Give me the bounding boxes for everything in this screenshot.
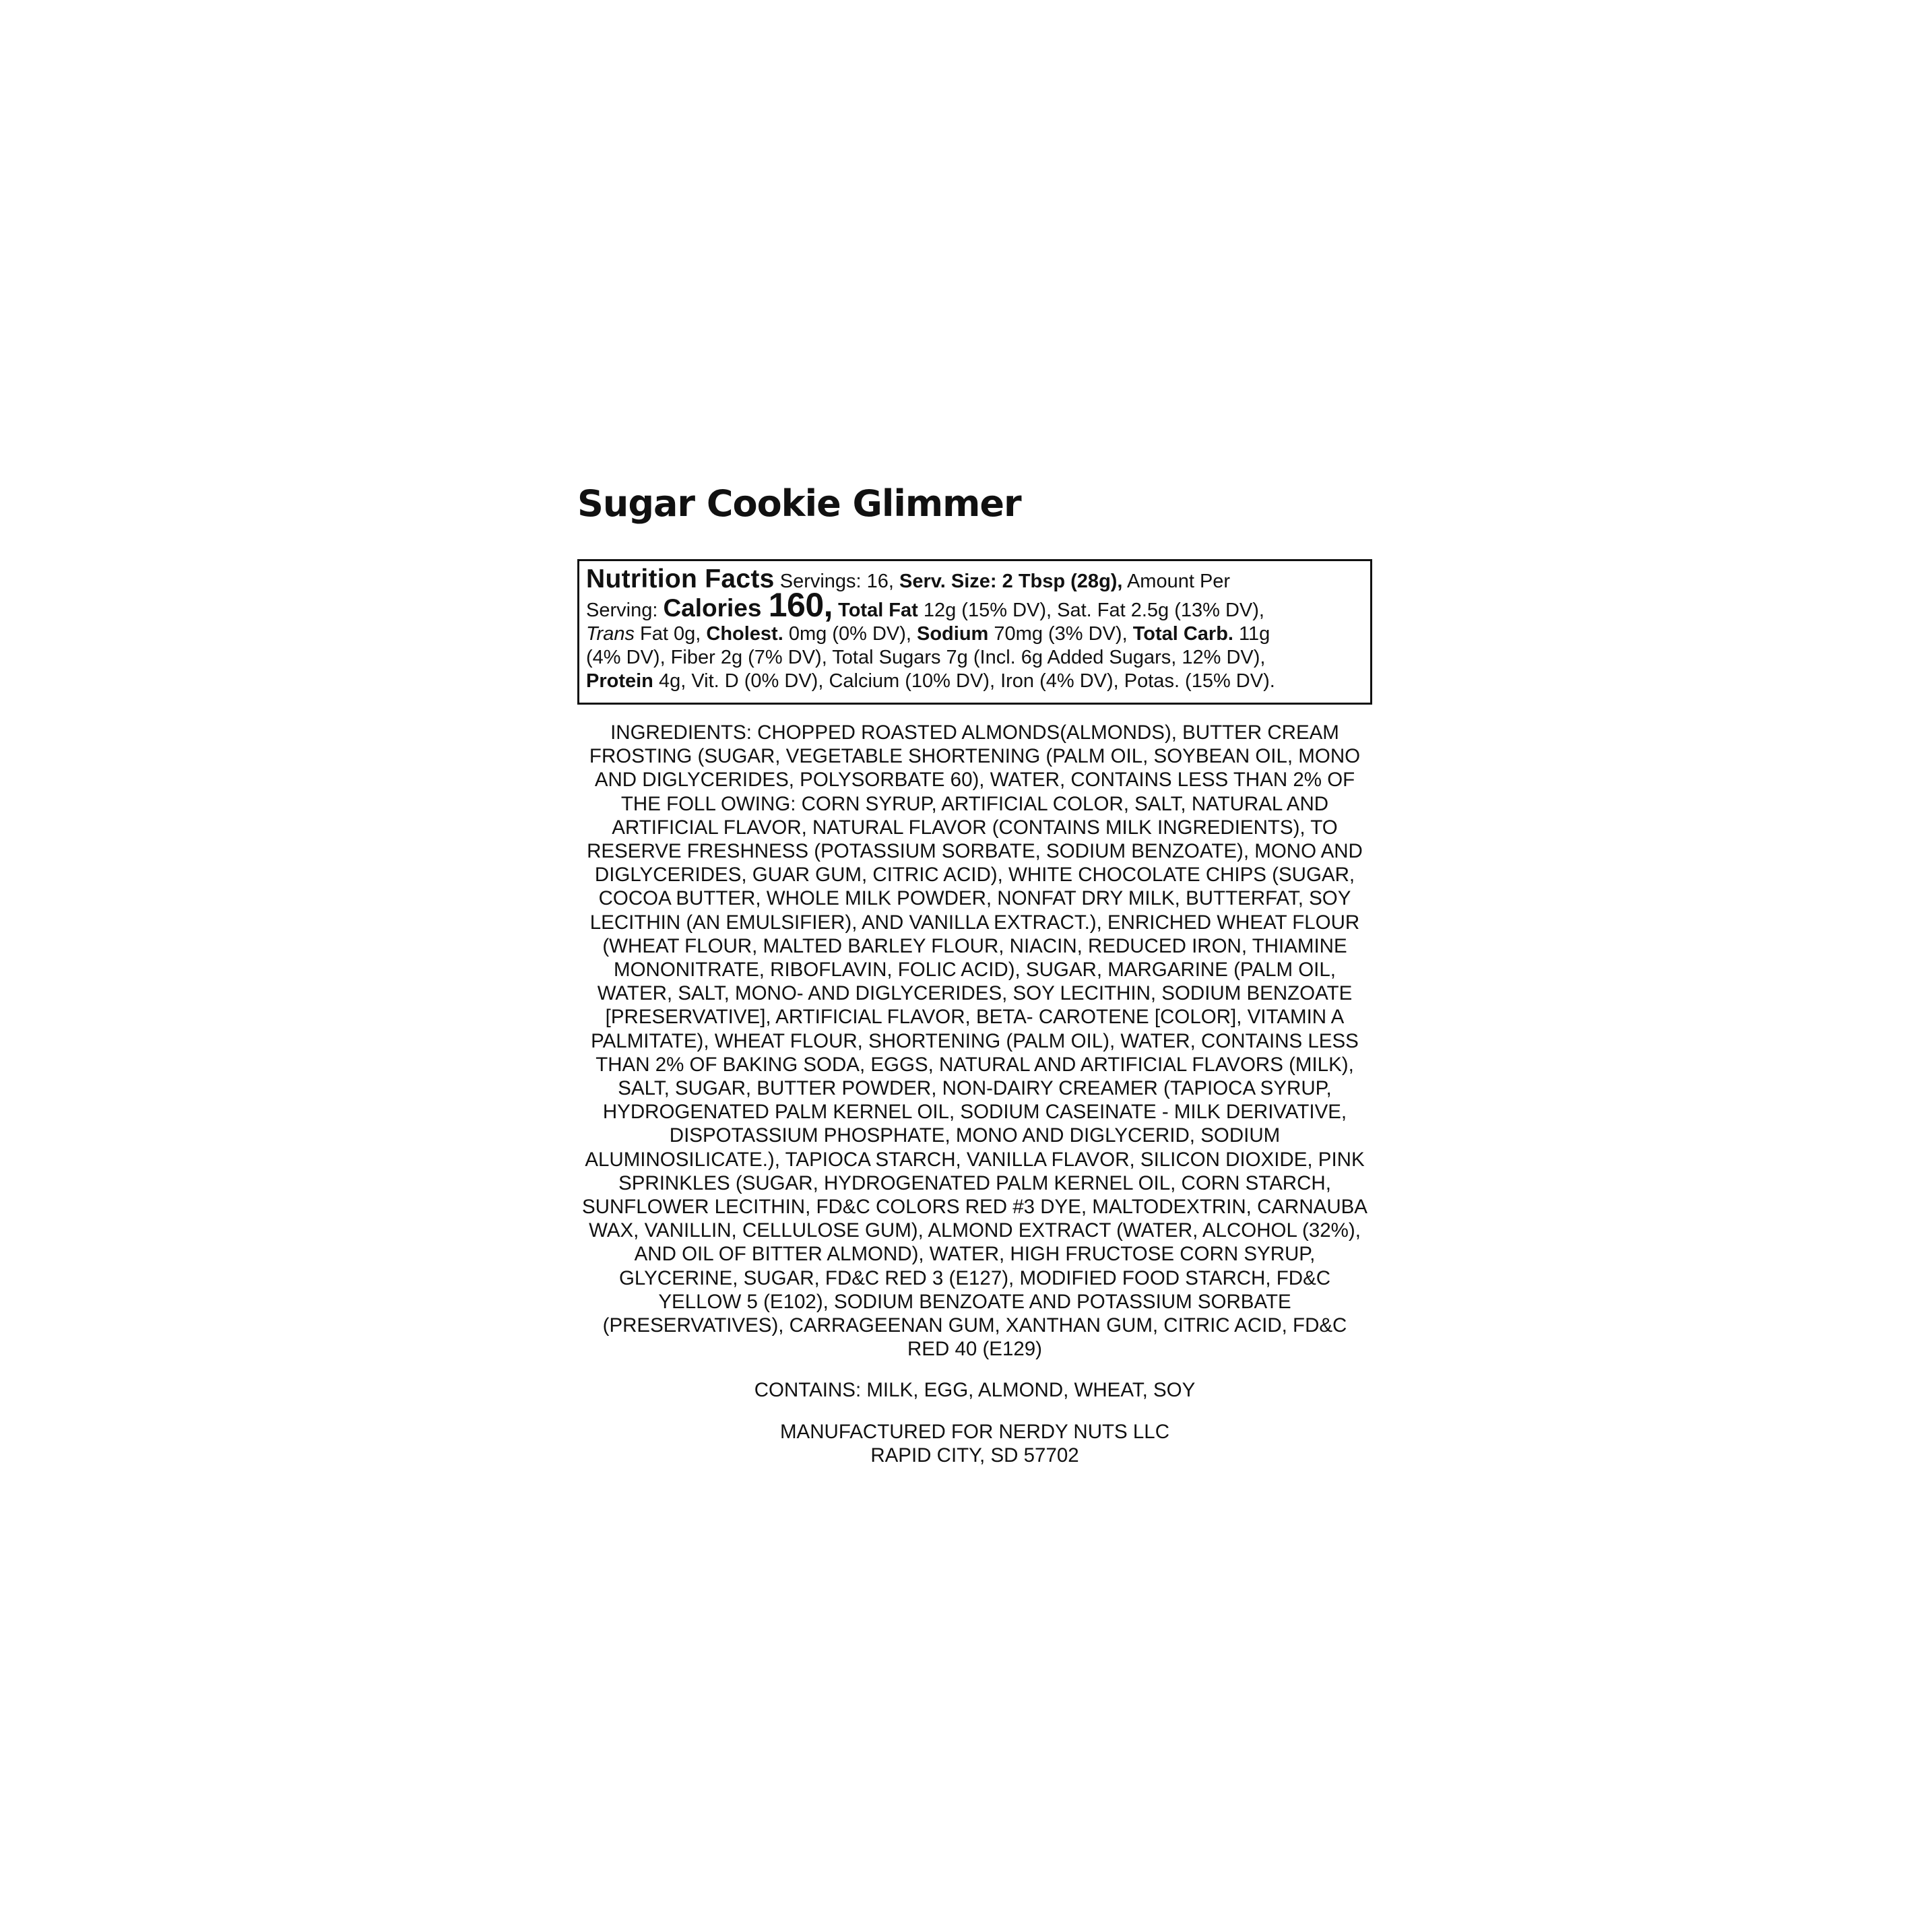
ingredients-line: RED 40 (E129) [907, 1338, 1043, 1361]
total-fat-label: Total Fat [833, 600, 918, 621]
trans-text: Fat 0g, [634, 623, 707, 645]
cholesterol-text: 0mg (0% DV), [783, 623, 917, 645]
ingredients-line: INGREDIENTS: CHOPPED ROASTED ALMONDS(ALMONDS), BUTTER CREAM [610, 721, 1339, 744]
product-title: Sugar Cookie Glimmer [577, 482, 1021, 525]
sodium-text: 70mg (3% DV), [988, 623, 1133, 645]
manufacturer-name: MANUFACTURED FOR NERDY NUTS LLC [779, 1421, 1170, 1443]
nutrition-line-3 [586, 622, 1363, 646]
sodium-label: Sodium [917, 623, 989, 645]
ingredients-line: GLYCERINE, SUGAR, FD&C RED 3 (E127), MODIFIED FOOD STARCH, FD&C [618, 1266, 1331, 1289]
ingredients-line: PALMITATE), WHEAT FLOUR, SHORTENING (PALM OIL), WATER, CONTAINS LESS [591, 1029, 1359, 1052]
serving-size-label: Serv. Size: 2 Tbsp (28g), [899, 571, 1123, 592]
ingredients-line: FROSTING (SUGAR, VEGETABLE SHORTENING (PALM OIL, SOYBEAN OIL, MONO [589, 745, 1361, 768]
nutrition-line-5 [586, 670, 1363, 693]
ingredients-line: (PRESERVATIVES), CARRAGEENAN GUM, XANTHAN GUM, CITRIC ACID, FD&C [602, 1314, 1347, 1337]
ingredients-line: WAX, VANILLIN, CELLULOSE GUM), ALMOND EXTRACT (WATER, ALCOHOL (32%), [589, 1219, 1361, 1242]
ingredients-line: WATER, SALT, MONO- AND DIGLYCERIDES, SOY LECITHIN, SODIUM BENZOATE [597, 982, 1353, 1005]
calories-label: Calories [663, 594, 769, 622]
ingredients-line: AND DIGLYCERIDES, POLYSORBATE 60), WATER, CONTAINS LESS THAN 2% OF [594, 769, 1355, 792]
ingredients-line: COCOA BUTTER, WHOLE MILK POWDER, NONFAT DRY MILK, BUTTERFAT, SOY [598, 887, 1351, 910]
ingredients-line: THAN 2% OF BAKING SODA, EGGS, NATURAL AND ARTIFICIAL FLAVORS (MILK), [595, 1053, 1354, 1076]
ingredients-line: AND OIL OF BITTER ALMOND), WATER, HIGH FRUCTOSE CORN SYRUP, [634, 1243, 1316, 1266]
cholesterol-label: Cholest. [706, 623, 783, 645]
manufacturer-address: RAPID CITY, SD 57702 [870, 1444, 1079, 1467]
ingredients-line: RESERVE FRESHNESS (POTASSIUM SORBATE, SODIUM BENZOATE), MONO AND [587, 840, 1363, 863]
ingredients-line: SPRINKLES (SUGAR, HYDROGENATED PALM KERNEL OIL, CORN STARCH, [618, 1171, 1331, 1194]
ingredients-line: DIGLYCERIDES, GUAR GUM, CITRIC ACID), WHITE CHOCOLATE CHIPS (SUGAR, [594, 864, 1355, 887]
protein-label: Protein [586, 670, 653, 692]
protein-text: 4g, Vit. D (0% DV), Calcium (10% DV), Iron (4% DV), Potas. (15% DV). [653, 670, 1275, 692]
amount-per-text: Amount Per [1122, 571, 1231, 592]
ingredients-statement [577, 721, 1372, 1361]
ingredients-line: MONONITRATE, RIBOFLAVIN, FOLIC ACID), SUGAR, MARGARINE (PALM OIL, [614, 959, 1336, 981]
nutrition-line-2 [586, 586, 1363, 624]
ingredients-line: DISPOTASSIUM PHOSPHATE, MONO AND DIGLYCERID, SODIUM [669, 1124, 1281, 1147]
ingredients-line: LECITHIN (AN EMULSIFIER), AND VANILLA EXTRACT.), ENRICHED WHEAT FLOUR [589, 911, 1360, 934]
nutrition-line-1 [586, 567, 1363, 593]
ingredients-line: THE FOLL OWING: CORN SYRUP, ARTIFICIAL COLOR, SALT, NATURAL AND [620, 792, 1329, 815]
ingredients-line: ARTIFICIAL FLAVOR, NATURAL FLAVOR (CONTAINS MILK INGREDIENTS), TO [612, 816, 1338, 839]
ingredients-line: YELLOW 5 (E102), SODIUM BENZOATE AND POTASSIUM SORBATE [658, 1290, 1291, 1313]
serving-text: Serving: [586, 600, 664, 621]
trans-label: Trans [586, 623, 635, 645]
ingredients-line: [PRESERVATIVE], ARTIFICIAL FLAVOR, BETA- CAROTENE [COLOR], VITAMIN A [605, 1006, 1345, 1029]
nutrition-facts-panel [577, 559, 1372, 705]
ingredients-line: (WHEAT FLOUR, MALTED BARLEY FLOUR, NIACIN, REDUCED IRON, THIAMINE [602, 934, 1347, 957]
manufacturer-statement [577, 1420, 1372, 1467]
servings-text: Servings: 16, [774, 571, 900, 592]
ingredients-line: SALT, SUGAR, BUTTER POWDER, NON-DAIRY CREAMER (TAPIOCA SYRUP, [618, 1077, 1332, 1100]
total-fat-text: 12g (15% DV), Sat. Fat 2.5g (13% DV), [917, 600, 1264, 621]
allergen-statement: CONTAINS: MILK, EGG, ALMOND, WHEAT, SOY [754, 1379, 1196, 1401]
ingredients-line: ALUMINOSILICATE.), TAPIOCA STARCH, VANILLA FLAVOR, SILICON DIOXIDE, PINK [585, 1148, 1365, 1171]
total-carb-text: 11g [1233, 623, 1270, 645]
ingredients-line: HYDROGENATED PALM KERNEL OIL, SODIUM CASEINATE - MILK DERIVATIVE, [602, 1101, 1347, 1124]
ingredients-line: SUNFLOWER LECITHIN, FD&C COLORS RED #3 DYE, MALTODEXTRIN, CARNAUBA [582, 1196, 1367, 1219]
nutrition-facts-heading: Nutrition Facts [586, 565, 775, 593]
total-carb-label: Total Carb. [1132, 623, 1233, 645]
nutrition-line-4: (4% DV), Fiber 2g (7% DV), Total Sugars 7g (Incl. 6g Added Sugars, 12% DV), [586, 647, 1266, 668]
calories-value: 160, [768, 586, 833, 624]
